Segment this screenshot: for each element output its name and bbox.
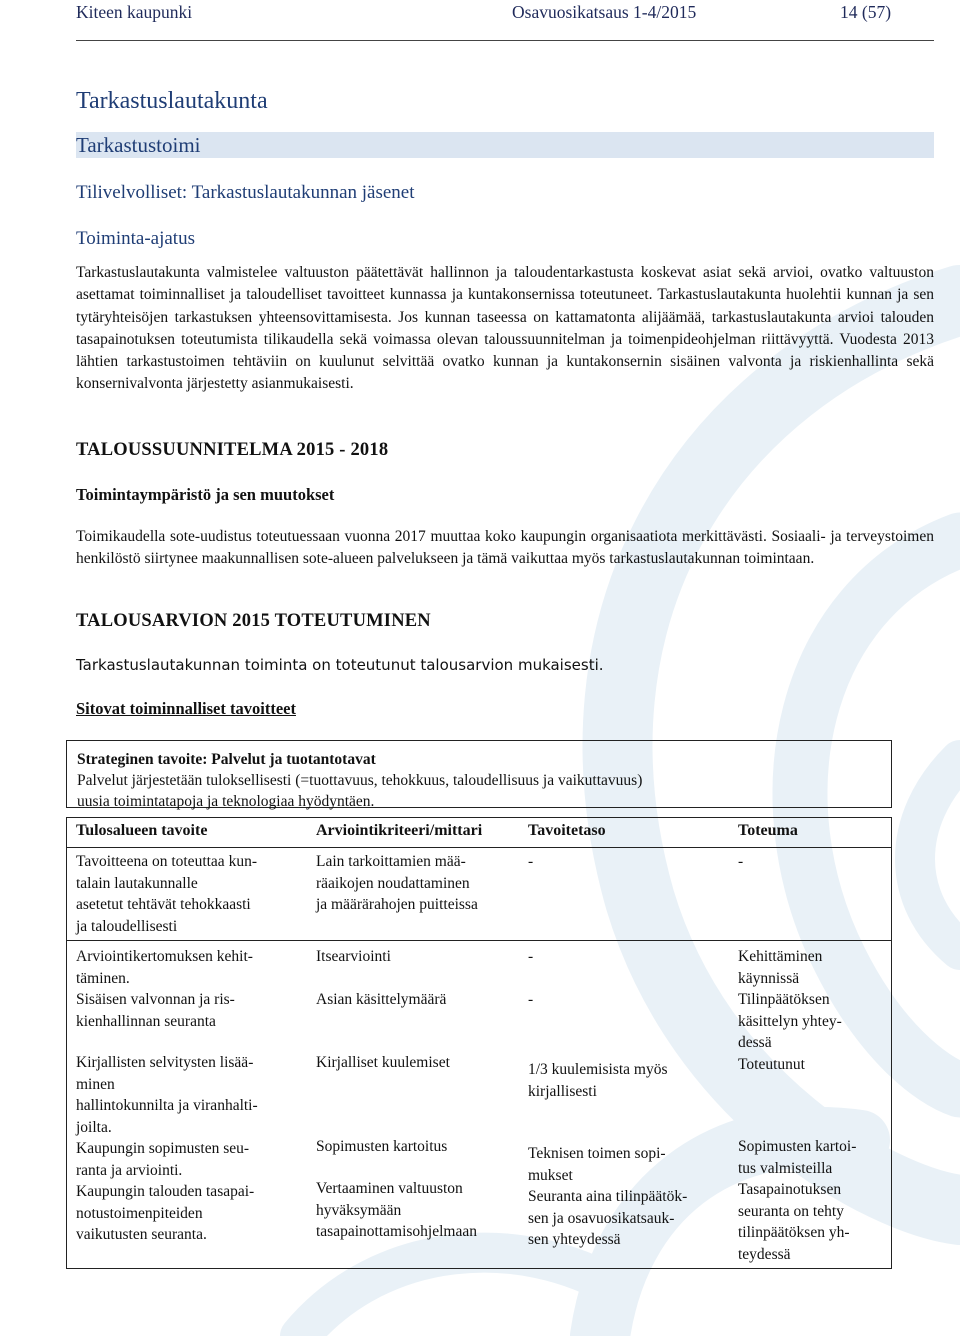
table-cell: [528, 946, 533, 968]
cell-text-line: Kirjallisten selvitysten lisää-: [76, 1054, 254, 1071]
page-title: Tarkastuslautakunta: [76, 88, 268, 114]
cell-text-line: -: [528, 991, 534, 1008]
cell-text-line: hallintokunnilta ja viranhalti-: [76, 1097, 258, 1114]
cell-text-line: Teknisen toimen sopi-: [528, 1145, 666, 1162]
members-heading: Tilivelvolliset: Tarkastuslautakunnan jäsenet: [76, 182, 415, 203]
strategic-goal-line1: Palvelut järjestetään tuloksellisesti (=tuottavuus, tehokkuus, taloudellisuus ja vaikuttavuus): [77, 772, 643, 789]
cell-text-line: Seuranta aina tilinpäätök-: [528, 1188, 688, 1205]
cell-text-line: kirjallisesti: [528, 1082, 597, 1100]
cell-text-line: Asian käsittelymäärä: [316, 991, 447, 1008]
table-divider: [67, 940, 891, 941]
table-cell: [528, 851, 533, 873]
cell-text-line: Sisäisen valvonnan ja ris-: [76, 991, 235, 1008]
table-divider: [67, 847, 891, 848]
table-cell: [738, 946, 842, 1075]
cell-text-line: Vertaaminen valtuuston: [316, 1180, 463, 1197]
cell-text-line: Kehittäminen: [738, 948, 823, 965]
cell-text-line: ja taloudellisesti: [76, 917, 178, 935]
cell-text-line: Sopimusten kartoitus: [316, 1138, 448, 1155]
strategic-goal-title: Strateginen tavoite: Palvelut ja tuotantotavat: [77, 751, 376, 768]
cell-text-line: käsittelyn yhtey-: [738, 1012, 842, 1030]
budget-heading: TALOUSARVION 2015 TOTEUTUMINEN: [76, 611, 431, 631]
cell-text-line: vaikutusten seuranta.: [76, 1226, 207, 1243]
cell-text-line: ranta ja arviointi.: [76, 1161, 183, 1179]
table-cell: [528, 1143, 687, 1251]
cell-text-line: Tasapainotuksen: [738, 1181, 842, 1198]
cell-text-line: täminen.: [76, 969, 130, 987]
cell-text-line: sen ja osavuosikatsauk-: [528, 1209, 675, 1227]
table-header-criteria: Arviointikriteeri/mittari: [316, 822, 483, 839]
subtitle-band: [76, 132, 934, 158]
table-cell: [76, 946, 253, 1032]
strategic-goal-line2: uusia toimintatapoja ja teknologiaa hyödyntäen.: [77, 793, 375, 810]
cell-text-line: talain lautakunnalle: [76, 874, 198, 892]
cell-text-line: Tavoitteena on toteuttaa kun-: [76, 853, 257, 870]
table-cell: [316, 1052, 450, 1074]
cell-text-line: hyväksymään: [316, 1201, 402, 1219]
table-cell: [76, 851, 257, 937]
cell-text-line: Kirjalliset kuulemiset: [316, 1054, 450, 1071]
mission-text: Tarkastuslautakunta valmistelee valtuuston päätettävät hallinnon ja taloudentarkastusta koskevat asiat sekä arvioi, ovatko valtuuston asettamat toiminnalliset ja taloudelliset tavoitteet kunnassa ja kuntakonsernissa toteutuneet. Tarkastuslautakunta huolehtii kunnan ja sen tytäryhteisöjen tarkastuksen yhteensovittamisesta. Jos kunnan taseessa on kattamatonta alijäämää, tarkastuslautakunta arvioi talouden tasapainotuksen toteutumista tilikaudella sekä voimassa olevan taloussuunnitelman ja toimenpideohjelman riittävyyttä. Vuodesta 2013 lähtien tarkastustoimen tehtäviin on kuulunut selvittää ovatko kunnan ja kuntakonsernin sisäinen valvonta ja riskienhallinta sekä konsernivalvonta järjestetty asianmukaisesti.: [76, 264, 934, 393]
mission-heading: Toiminta-ajatus: [76, 228, 195, 249]
cell-text-line: -: [528, 853, 534, 870]
goals-table: [66, 817, 892, 1269]
cell-text-line: tus valmisteilla: [738, 1159, 833, 1177]
cell-text-line: Toteutunut: [738, 1055, 805, 1073]
cell-text-line: Tilinpäätöksen: [738, 991, 830, 1008]
plan-heading: TALOUSSUUNNITELMA 2015 - 2018: [76, 440, 389, 460]
cell-text-line: tilinpäätöksen yh-: [738, 1224, 850, 1241]
cell-text-line: Kaupungin talouden tasapai-: [76, 1183, 255, 1200]
cell-text-line: asetetut tehtävät tehokkaasti: [76, 896, 251, 913]
cell-text-line: dessä: [738, 1034, 772, 1051]
cell-text-line: käynnissä: [738, 969, 800, 987]
table-cell: [316, 1136, 447, 1158]
cell-text-line: -: [738, 853, 744, 870]
table-header-result: Toteuma: [738, 822, 798, 839]
table-cell: [528, 989, 533, 1011]
environment-text: Toimikaudella sote-uudistus toteutuessaan vuonna 2017 muuttaa koko kaupungin organisaatiota merkittävästi. Sosiaali- ja terveystoimen henkilöstö siirtynee maakunnallisen sote-alueen palvelukseen ja tämä vaikuttaa myös tarkastuslautakunnan toimintaan.: [76, 528, 934, 568]
header-page-number: 14 (57): [840, 2, 892, 22]
table-cell: [316, 1178, 477, 1243]
cell-text-line: mukset: [528, 1166, 573, 1184]
table-cell: [316, 851, 478, 916]
table-cell: [316, 989, 446, 1011]
header-divider: [76, 40, 934, 41]
cell-text-line: Sopimusten kartoi-: [738, 1138, 857, 1155]
cell-text-line: -: [528, 948, 534, 965]
cell-text-line: sen yhteydessä: [528, 1231, 621, 1248]
table-cell: [738, 851, 743, 873]
cell-text-line: tasapainottamisohjelmaan: [316, 1223, 477, 1240]
page-header: [76, 2, 900, 24]
environment-heading: Toimintaympäristö ja sen muutokset: [76, 485, 335, 504]
cell-text-line: 1/3 kuulemisista myös: [528, 1061, 668, 1078]
cell-text-line: joilta.: [76, 1118, 112, 1136]
cell-text-line: kienhallinnan seuranta: [76, 1012, 216, 1030]
table-cell: [76, 1052, 258, 1246]
cell-text-line: Lain tarkoittamien mää-: [316, 853, 466, 870]
cell-text-line: Arviointikertomuksen kehit-: [76, 948, 253, 965]
cell-text-line: notustoimenpiteiden: [76, 1204, 203, 1222]
table-cell: [738, 1136, 856, 1265]
subtitle: Tarkastustoimi: [76, 133, 201, 157]
table-cell: [528, 1059, 668, 1102]
strategic-goal-box: [66, 740, 892, 808]
header-report: Osavuosikatsaus 1-4/2015: [512, 2, 697, 22]
cell-text-line: Itsearviointi: [316, 948, 391, 965]
table-header-goal: Tulosalueen tavoite: [76, 822, 208, 839]
cell-text-line: ja määrärahojen puitteissa: [316, 896, 478, 913]
cell-text-line: räaikojen noudattaminen: [316, 874, 470, 892]
header-org: Kiteen kaupunki: [76, 2, 193, 22]
table-header-target: Tavoitetaso: [528, 822, 606, 839]
goals-heading: Sitovat toiminnalliset tavoitteet: [76, 699, 296, 718]
table-cell: [316, 946, 391, 968]
budget-text: Tarkastuslautakunnan toiminta on toteutunut talousarvion mukaisesti.: [76, 656, 604, 674]
cell-text-line: Kaupungin sopimusten seu-: [76, 1140, 250, 1157]
cell-text-line: minen: [76, 1075, 115, 1093]
cell-text-line: seuranta on tehty: [738, 1202, 844, 1220]
cell-text-line: teydessä: [738, 1245, 791, 1263]
